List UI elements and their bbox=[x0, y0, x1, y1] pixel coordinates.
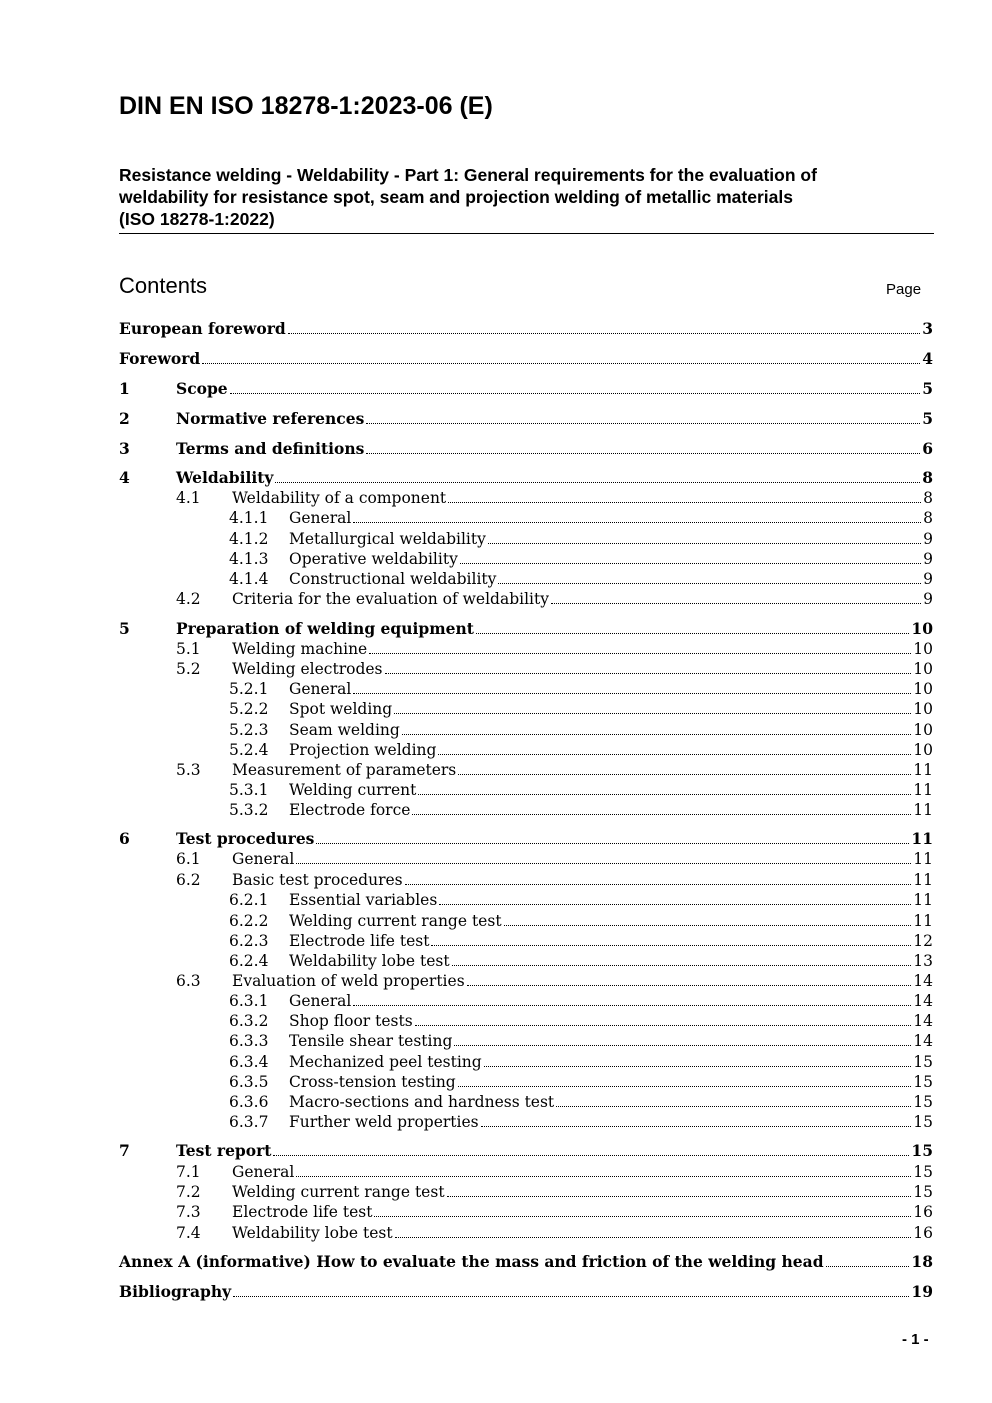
toc-entry-line bbox=[232, 1202, 933, 1222]
toc-entry-page: 15 bbox=[913, 1183, 933, 1201]
toc-leader-dots bbox=[484, 1066, 912, 1067]
toc-entry[interactable] bbox=[119, 720, 933, 740]
toc-entry[interactable] bbox=[119, 951, 933, 971]
toc-entry-line bbox=[289, 699, 933, 719]
toc-entry-line bbox=[176, 468, 933, 488]
toc-entry-title: Further weld properties bbox=[289, 1113, 479, 1131]
toc-leader-dots bbox=[504, 925, 912, 926]
toc-entry-line bbox=[232, 488, 933, 508]
toc-leader-dots bbox=[275, 482, 920, 483]
toc-entry-page: 10 bbox=[911, 619, 933, 638]
toc-leader-dots bbox=[316, 843, 909, 844]
toc-entry[interactable] bbox=[119, 439, 933, 459]
toc-entry-line bbox=[289, 780, 933, 800]
toc-entry-page: 5 bbox=[922, 409, 933, 428]
toc-entry[interactable] bbox=[119, 508, 933, 528]
toc-entry-number: 4 bbox=[119, 468, 130, 487]
toc-entry-line bbox=[232, 1162, 933, 1182]
toc-leader-dots bbox=[481, 1126, 912, 1127]
toc-entry-line bbox=[232, 659, 933, 679]
toc-entry-title: Seam welding bbox=[289, 721, 400, 739]
toc-entry-number: 5.2.2 bbox=[229, 700, 269, 718]
toc-entry-number: 7.3 bbox=[176, 1203, 201, 1221]
toc-entry-page: 14 bbox=[913, 972, 933, 990]
toc-entry-title: Electrode life test bbox=[232, 1203, 373, 1221]
toc-leader-dots bbox=[288, 333, 920, 334]
toc-entry-title: Annex A (informative) How to evaluate the mass and friction of the welding head bbox=[119, 1252, 824, 1271]
toc-entry[interactable] bbox=[119, 468, 933, 488]
toc-entry-title: Welding current bbox=[289, 781, 417, 799]
toc-entry[interactable] bbox=[119, 1223, 933, 1243]
toc-entry-number: 7.4 bbox=[176, 1224, 201, 1242]
toc-entry-number: 4.1 bbox=[176, 489, 201, 507]
toc-entry-page: 10 bbox=[913, 721, 933, 739]
toc-entry-title: General bbox=[232, 850, 295, 868]
toc-leader-dots bbox=[385, 673, 912, 674]
toc-entry-title: Shop floor tests bbox=[289, 1012, 413, 1030]
toc-entry[interactable] bbox=[119, 619, 933, 639]
toc-entry-number: 5.3.1 bbox=[229, 781, 269, 799]
toc-entry-page: 16 bbox=[913, 1203, 933, 1221]
toc-entry[interactable] bbox=[119, 1031, 933, 1051]
toc-leader-dots bbox=[447, 1196, 912, 1197]
toc-entry-page: 14 bbox=[913, 1032, 933, 1050]
toc-entry-page: 11 bbox=[911, 829, 933, 848]
page-number: - 1 - bbox=[902, 1331, 929, 1348]
toc-entry-line bbox=[289, 508, 933, 528]
toc-entry-page: 11 bbox=[913, 781, 933, 799]
toc-entry-line bbox=[232, 1223, 933, 1243]
toc-entry-page: 16 bbox=[913, 1224, 933, 1242]
toc-entry-line bbox=[119, 1252, 933, 1272]
toc-entry-line bbox=[289, 1011, 933, 1031]
toc-entry-line bbox=[289, 890, 933, 910]
toc-entry-line bbox=[232, 849, 933, 869]
toc-entry-number: 5.3.2 bbox=[229, 801, 269, 819]
toc-entry-title: Tensile shear testing bbox=[289, 1032, 453, 1050]
toc-entry[interactable] bbox=[119, 780, 933, 800]
toc-entry-title: Scope bbox=[176, 379, 228, 398]
toc-entry-title: General bbox=[289, 680, 352, 698]
toc-entry-title: Measurement of parameters bbox=[232, 761, 457, 779]
toc-entry[interactable] bbox=[119, 991, 933, 1011]
toc-entry-title: Welding machine bbox=[232, 640, 368, 658]
toc-entry[interactable] bbox=[119, 529, 933, 549]
toc-leader-dots bbox=[202, 363, 920, 364]
toc-entry-title: Mechanized peel testing bbox=[289, 1053, 482, 1071]
toc-entry[interactable] bbox=[119, 1162, 933, 1182]
toc-entry-number: 7.2 bbox=[176, 1183, 201, 1201]
toc-leader-dots bbox=[353, 693, 911, 694]
toc-entry-title: Welding electrodes bbox=[232, 660, 383, 678]
page-column-label: Page bbox=[886, 281, 922, 298]
toc-entry[interactable] bbox=[119, 829, 933, 849]
toc-entry-line bbox=[176, 439, 933, 459]
toc-leader-dots bbox=[233, 1296, 909, 1297]
toc-leader-dots bbox=[412, 814, 911, 815]
toc-leader-dots bbox=[488, 543, 921, 544]
toc-entry[interactable] bbox=[119, 971, 933, 991]
toc-entry-line bbox=[176, 829, 933, 849]
toc-entry-number: 6.3.4 bbox=[229, 1053, 269, 1071]
toc-entry-number: 5.2.3 bbox=[229, 721, 269, 739]
toc-entry-line bbox=[176, 619, 933, 639]
toc-entry-line bbox=[232, 971, 933, 991]
document-title bbox=[119, 164, 929, 230]
toc-entry-page: 15 bbox=[913, 1073, 933, 1091]
toc-entry[interactable] bbox=[119, 488, 933, 508]
toc-leader-dots bbox=[296, 1176, 911, 1177]
toc-entry[interactable] bbox=[119, 659, 933, 679]
toc-entry[interactable] bbox=[119, 760, 933, 780]
toc-leader-dots bbox=[296, 863, 911, 864]
toc-entry-page: 15 bbox=[913, 1093, 933, 1111]
toc-entry-title: Electrode force bbox=[289, 801, 411, 819]
toc-entry-line bbox=[289, 1031, 933, 1051]
toc-entry-line bbox=[119, 349, 933, 369]
toc-entry-number: 7 bbox=[119, 1141, 130, 1160]
toc-leader-dots bbox=[394, 713, 911, 714]
toc-entry-page: 18 bbox=[911, 1252, 933, 1271]
toc-entry-page: 8 bbox=[922, 468, 933, 487]
toc-entry-number: 6.3.5 bbox=[229, 1073, 269, 1091]
toc-entry-number: 1 bbox=[119, 379, 130, 398]
toc-leader-dots bbox=[369, 653, 911, 654]
toc-entry-page: 10 bbox=[913, 640, 933, 658]
toc-entry[interactable] bbox=[119, 1052, 933, 1072]
toc-entry[interactable] bbox=[119, 800, 933, 820]
toc-entry-title: Weldability lobe test bbox=[289, 952, 450, 970]
toc-entry-page: 8 bbox=[923, 509, 933, 527]
toc-entry-title: Cross-tension testing bbox=[289, 1073, 456, 1091]
toc-entry[interactable] bbox=[119, 1252, 933, 1272]
toc-entry-number: 6 bbox=[119, 829, 130, 848]
toc-entry-page: 9 bbox=[923, 550, 933, 568]
toc-leader-dots bbox=[826, 1266, 910, 1267]
toc-entry-title: Essential variables bbox=[289, 891, 438, 909]
toc-entry-number: 7.1 bbox=[176, 1163, 201, 1181]
toc-entry-number: 4.2 bbox=[176, 590, 201, 608]
toc-entry-page: 11 bbox=[913, 801, 933, 819]
toc-entry-page: 14 bbox=[913, 992, 933, 1010]
toc-leader-dots bbox=[452, 965, 912, 966]
toc-entry[interactable] bbox=[119, 679, 933, 699]
toc-entry-title: Test procedures bbox=[176, 829, 315, 848]
toc-entry-page: 19 bbox=[911, 1282, 933, 1301]
toc-entry-number: 6.2.2 bbox=[229, 912, 269, 930]
toc-entry-number: 6.3 bbox=[176, 972, 201, 990]
toc-entry-title: Macro-sections and hardness test bbox=[289, 1093, 555, 1111]
toc-leader-dots bbox=[458, 1086, 912, 1087]
toc-entry-line bbox=[289, 720, 933, 740]
toc-entry-title: Weldability of a component bbox=[232, 489, 447, 507]
toc-entry-line bbox=[232, 760, 933, 780]
toc-entry-page: 9 bbox=[923, 590, 933, 608]
toc-entry-line bbox=[176, 379, 933, 399]
toc-entry-number: 6.3.2 bbox=[229, 1012, 269, 1030]
toc-entry[interactable] bbox=[119, 589, 933, 609]
toc-entry-title: Criteria for the evaluation of weldability bbox=[232, 590, 549, 608]
toc-entry-line bbox=[119, 319, 933, 339]
toc-entry-number: 6.3.6 bbox=[229, 1093, 269, 1111]
toc-entry-number: 4.1.4 bbox=[229, 570, 269, 588]
toc-entry-title: Normative references bbox=[176, 409, 365, 428]
toc-entry-page: 14 bbox=[913, 1012, 933, 1030]
document-id: DIN EN ISO 18278-1:2023-06 (E) bbox=[119, 92, 493, 120]
toc-entry-number: 4.1.1 bbox=[229, 509, 269, 527]
toc-entry[interactable] bbox=[119, 569, 933, 589]
toc-entry[interactable] bbox=[119, 1072, 933, 1092]
title-divider bbox=[119, 233, 934, 234]
toc-leader-dots bbox=[395, 1237, 912, 1238]
toc-entry-line bbox=[289, 740, 933, 760]
toc-leader-dots bbox=[366, 453, 920, 454]
toc-entry[interactable] bbox=[119, 639, 933, 659]
toc-leader-dots bbox=[431, 945, 911, 946]
toc-entry-number: 6.2.1 bbox=[229, 891, 269, 909]
toc-entry-title: Evaluation of weld properties bbox=[232, 972, 465, 990]
toc-entry[interactable] bbox=[119, 379, 933, 399]
toc-entry[interactable] bbox=[119, 931, 933, 951]
toc-entry-number: 6.2.4 bbox=[229, 952, 269, 970]
toc-entry-line bbox=[289, 911, 933, 931]
toc-entry-title: Preparation of welding equipment bbox=[176, 619, 474, 638]
toc-entry-number: 6.3.1 bbox=[229, 992, 269, 1010]
toc-entry-line bbox=[289, 529, 933, 549]
toc-leader-dots bbox=[460, 563, 921, 564]
toc-entry[interactable] bbox=[119, 1141, 933, 1161]
toc-leader-dots bbox=[551, 603, 921, 604]
toc-entry-number: 5.3 bbox=[176, 761, 201, 779]
toc-entry-page: 15 bbox=[913, 1113, 933, 1131]
toc-entry-line bbox=[289, 800, 933, 820]
toc-entry-title: Welding current range test bbox=[289, 912, 502, 930]
toc-entry-number: 6.2.3 bbox=[229, 932, 269, 950]
toc-entry-title: Weldability bbox=[176, 468, 274, 487]
toc-entry-page: 15 bbox=[913, 1163, 933, 1181]
toc-leader-dots bbox=[402, 734, 911, 735]
toc-entry-line bbox=[232, 639, 933, 659]
toc-entry[interactable] bbox=[119, 1282, 933, 1302]
toc-entry-title: Foreword bbox=[119, 349, 201, 368]
toc-leader-dots bbox=[454, 1045, 911, 1046]
toc-leader-dots bbox=[448, 502, 921, 503]
toc-entry[interactable] bbox=[119, 699, 933, 719]
toc-entry-line bbox=[289, 951, 933, 971]
toc-entry-page: 8 bbox=[923, 489, 933, 507]
toc-entry-line bbox=[289, 1052, 933, 1072]
toc-entry[interactable] bbox=[119, 349, 933, 369]
toc-entry-number: 3 bbox=[119, 439, 130, 458]
toc-leader-dots bbox=[353, 522, 921, 523]
toc-entry-line bbox=[232, 870, 933, 890]
toc-entry-line bbox=[289, 569, 933, 589]
toc-entry-title: Welding current range test bbox=[232, 1183, 445, 1201]
document-title-line: Resistance welding - Weldability - Part 1: General requirements for the evaluation of bbox=[119, 165, 817, 185]
toc-entry-line bbox=[289, 679, 933, 699]
toc-leader-dots bbox=[438, 754, 911, 755]
toc-entry-page: 15 bbox=[911, 1141, 933, 1160]
toc-entry[interactable] bbox=[119, 1182, 933, 1202]
toc-entry-page: 9 bbox=[923, 570, 933, 588]
toc-entry[interactable] bbox=[119, 870, 933, 890]
toc-leader-dots bbox=[467, 985, 912, 986]
toc-entry-line bbox=[289, 1092, 933, 1112]
toc-entry-line bbox=[232, 1182, 933, 1202]
toc-leader-dots bbox=[366, 423, 920, 424]
toc-entry-page: 11 bbox=[913, 850, 933, 868]
toc-entry-number: 4.1.2 bbox=[229, 530, 269, 548]
toc-entry-line bbox=[289, 1112, 933, 1132]
toc-entry-title: Basic test procedures bbox=[232, 871, 403, 889]
toc-entry-number: 5.2.1 bbox=[229, 680, 269, 698]
toc-entry-number: 5 bbox=[119, 619, 130, 638]
toc-leader-dots bbox=[498, 583, 921, 584]
toc-entry-line bbox=[289, 549, 933, 569]
toc-entry-page: 10 bbox=[913, 700, 933, 718]
toc-entry-title: Metallurgical weldability bbox=[289, 530, 486, 548]
toc-leader-dots bbox=[476, 633, 909, 634]
toc-leader-dots bbox=[556, 1106, 911, 1107]
toc-entry-page: 11 bbox=[913, 871, 933, 889]
toc-leader-dots bbox=[273, 1155, 909, 1156]
toc-entry-line bbox=[289, 1072, 933, 1092]
toc-entry-title: General bbox=[289, 509, 352, 527]
toc-entry-title: General bbox=[289, 992, 352, 1010]
toc-leader-dots bbox=[405, 884, 912, 885]
toc-entry-title: Constructional weldability bbox=[289, 570, 497, 588]
toc-entry[interactable] bbox=[119, 1112, 933, 1132]
toc-entry-title: Electrode life test bbox=[289, 932, 430, 950]
toc-leader-dots bbox=[353, 1005, 911, 1006]
toc-entry-title: Projection welding bbox=[289, 741, 437, 759]
toc-entry[interactable] bbox=[119, 890, 933, 910]
toc-entry[interactable] bbox=[119, 549, 933, 569]
document-title-line: weldability for resistance spot, seam and projection welding of metallic materials bbox=[119, 187, 793, 207]
toc-entry-title: European foreword bbox=[119, 319, 286, 338]
toc-entry[interactable] bbox=[119, 849, 933, 869]
toc-entry-page: 10 bbox=[913, 660, 933, 678]
toc-entry-number: 5.2.4 bbox=[229, 741, 269, 759]
toc-entry-page: 11 bbox=[913, 912, 933, 930]
toc-entry-page: 6 bbox=[922, 439, 933, 458]
toc-entry-number: 6.3.3 bbox=[229, 1032, 269, 1050]
toc-entry-title: General bbox=[232, 1163, 295, 1181]
toc-entry[interactable] bbox=[119, 319, 933, 339]
toc-leader-dots bbox=[439, 904, 911, 905]
toc-entry-line bbox=[119, 1282, 933, 1302]
toc-entry-title: Weldability lobe test bbox=[232, 1224, 393, 1242]
toc-entry-title: Test report bbox=[176, 1141, 272, 1160]
toc-entry-page: 11 bbox=[913, 761, 933, 779]
toc-entry-page: 12 bbox=[913, 932, 933, 950]
toc-entry-page: 3 bbox=[922, 319, 933, 338]
toc-entry-number: 2 bbox=[119, 409, 130, 428]
toc-entry[interactable] bbox=[119, 409, 933, 429]
toc-entry-line bbox=[232, 589, 933, 609]
toc-entry-line bbox=[176, 409, 933, 429]
toc-entry-title: Bibliography bbox=[119, 1282, 232, 1301]
toc-entry-number: 6.1 bbox=[176, 850, 201, 868]
toc-leader-dots bbox=[418, 794, 911, 795]
toc-entry-page: 11 bbox=[913, 891, 933, 909]
toc-entry-page: 9 bbox=[923, 530, 933, 548]
toc-entry-page: 10 bbox=[913, 680, 933, 698]
toc-entry-page: 13 bbox=[913, 952, 933, 970]
toc-entry-line bbox=[289, 931, 933, 951]
toc-entry-title: Operative weldability bbox=[289, 550, 458, 568]
toc-entry-title: Terms and definitions bbox=[176, 439, 365, 458]
toc-entry[interactable] bbox=[119, 1092, 933, 1112]
toc-entry-page: 15 bbox=[913, 1053, 933, 1071]
toc-entry[interactable] bbox=[119, 911, 933, 931]
toc-entry-page: 5 bbox=[922, 379, 933, 398]
document-title-line: (ISO 18278-1:2022) bbox=[119, 209, 275, 229]
toc-entry-number: 5.1 bbox=[176, 640, 201, 658]
toc-entry-number: 6.2 bbox=[176, 871, 201, 889]
toc-entry[interactable] bbox=[119, 740, 933, 760]
toc-entry-number: 4.1.3 bbox=[229, 550, 269, 568]
toc-leader-dots bbox=[374, 1216, 911, 1217]
toc-leader-dots bbox=[230, 393, 921, 394]
toc-entry-number: 6.3.7 bbox=[229, 1113, 269, 1131]
toc-entry-line bbox=[289, 991, 933, 1011]
toc-entry[interactable] bbox=[119, 1202, 933, 1222]
toc-entry[interactable] bbox=[119, 1011, 933, 1031]
toc-entry-number: 5.2 bbox=[176, 660, 201, 678]
toc-entry-line bbox=[176, 1141, 933, 1161]
contents-heading: Contents bbox=[119, 273, 208, 298]
toc-leader-dots bbox=[415, 1025, 912, 1026]
toc-leader-dots bbox=[458, 774, 911, 775]
toc-entry-title: Spot welding bbox=[289, 700, 393, 718]
toc-entry-page: 4 bbox=[922, 349, 933, 368]
toc-entry-page: 10 bbox=[913, 741, 933, 759]
